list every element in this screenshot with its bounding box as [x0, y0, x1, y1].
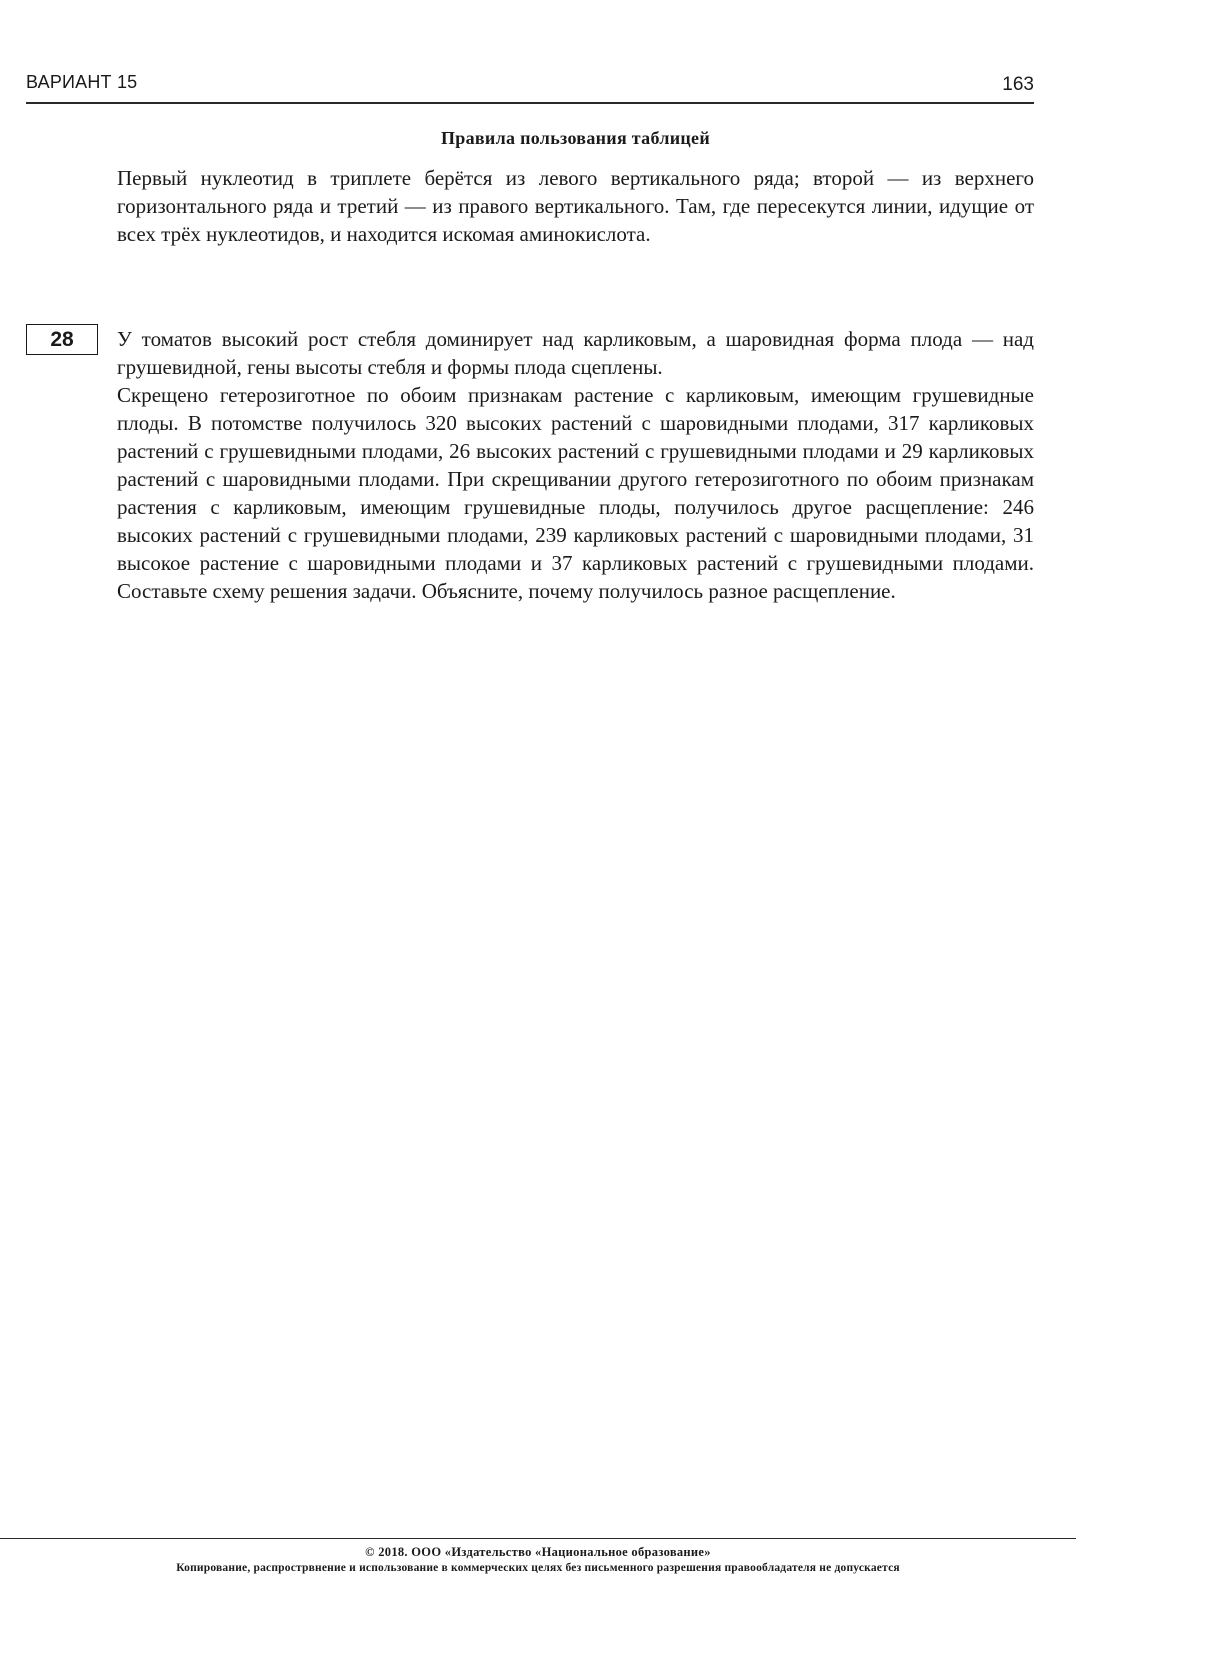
task-paragraph-2: Скрещено гетерозиготное по обоим признакам растение с карликовым, имеющим грушевидные плоды. В потомстве получилось 320 высоких растений с шаровидными плодами, 317 карликовых растений с грушевидными плодами, 26 высоких растений с грушевидными плодами и 29 карликовых растений с шаровидными плодами. При скрещивании другого гетерозиготного по обоим признакам растения с карликовым, имеющим грушевидные плоды, получилось другое расщепление: 246 высоких растений с грушевидными плодами, 239 карликовых растений с шаровидными плодами, 31 высокое растение с шаровидными плодами и 37 карликовых растений с грушевидными плодами. Составьте схему решения задачи. Объясните, почему получилось разное расщепление.: [117, 383, 1034, 603]
task-number-box: 28: [26, 324, 98, 355]
footer-divider: [0, 1538, 1076, 1539]
page-header: [26, 66, 1034, 104]
rules-text: Первый нуклеотид в триплете берётся из левого вертикального ряда; второй — из верхнего горизонтального ряда и третий — из правого вертикального. Там, где пересекутся линии, идущие от всех трёх нуклеотидов, и находится искомая аминокислота.: [117, 166, 1034, 246]
footer-notice: Копирование, распрострвнение и использование в коммерческих целях без письменного разрешения правообладателя не допускается: [176, 1562, 900, 1574]
footer-copyright: © 2018. ООО «Издательство «Национальное образование»: [365, 1545, 711, 1559]
task-paragraph-1: У томатов высокий рост стебля доминирует над карликовым, а шаровидная форма плода — над грушевидной, гены высоты стебля и формы плода сцеплены.: [117, 327, 1034, 379]
rules-title: Правила пользования таблицей: [440, 128, 711, 148]
variant-label: ВАРИАНТ 15: [26, 72, 138, 92]
page-number: 163: [1002, 74, 1034, 95]
task-text: [117, 325, 1034, 605]
